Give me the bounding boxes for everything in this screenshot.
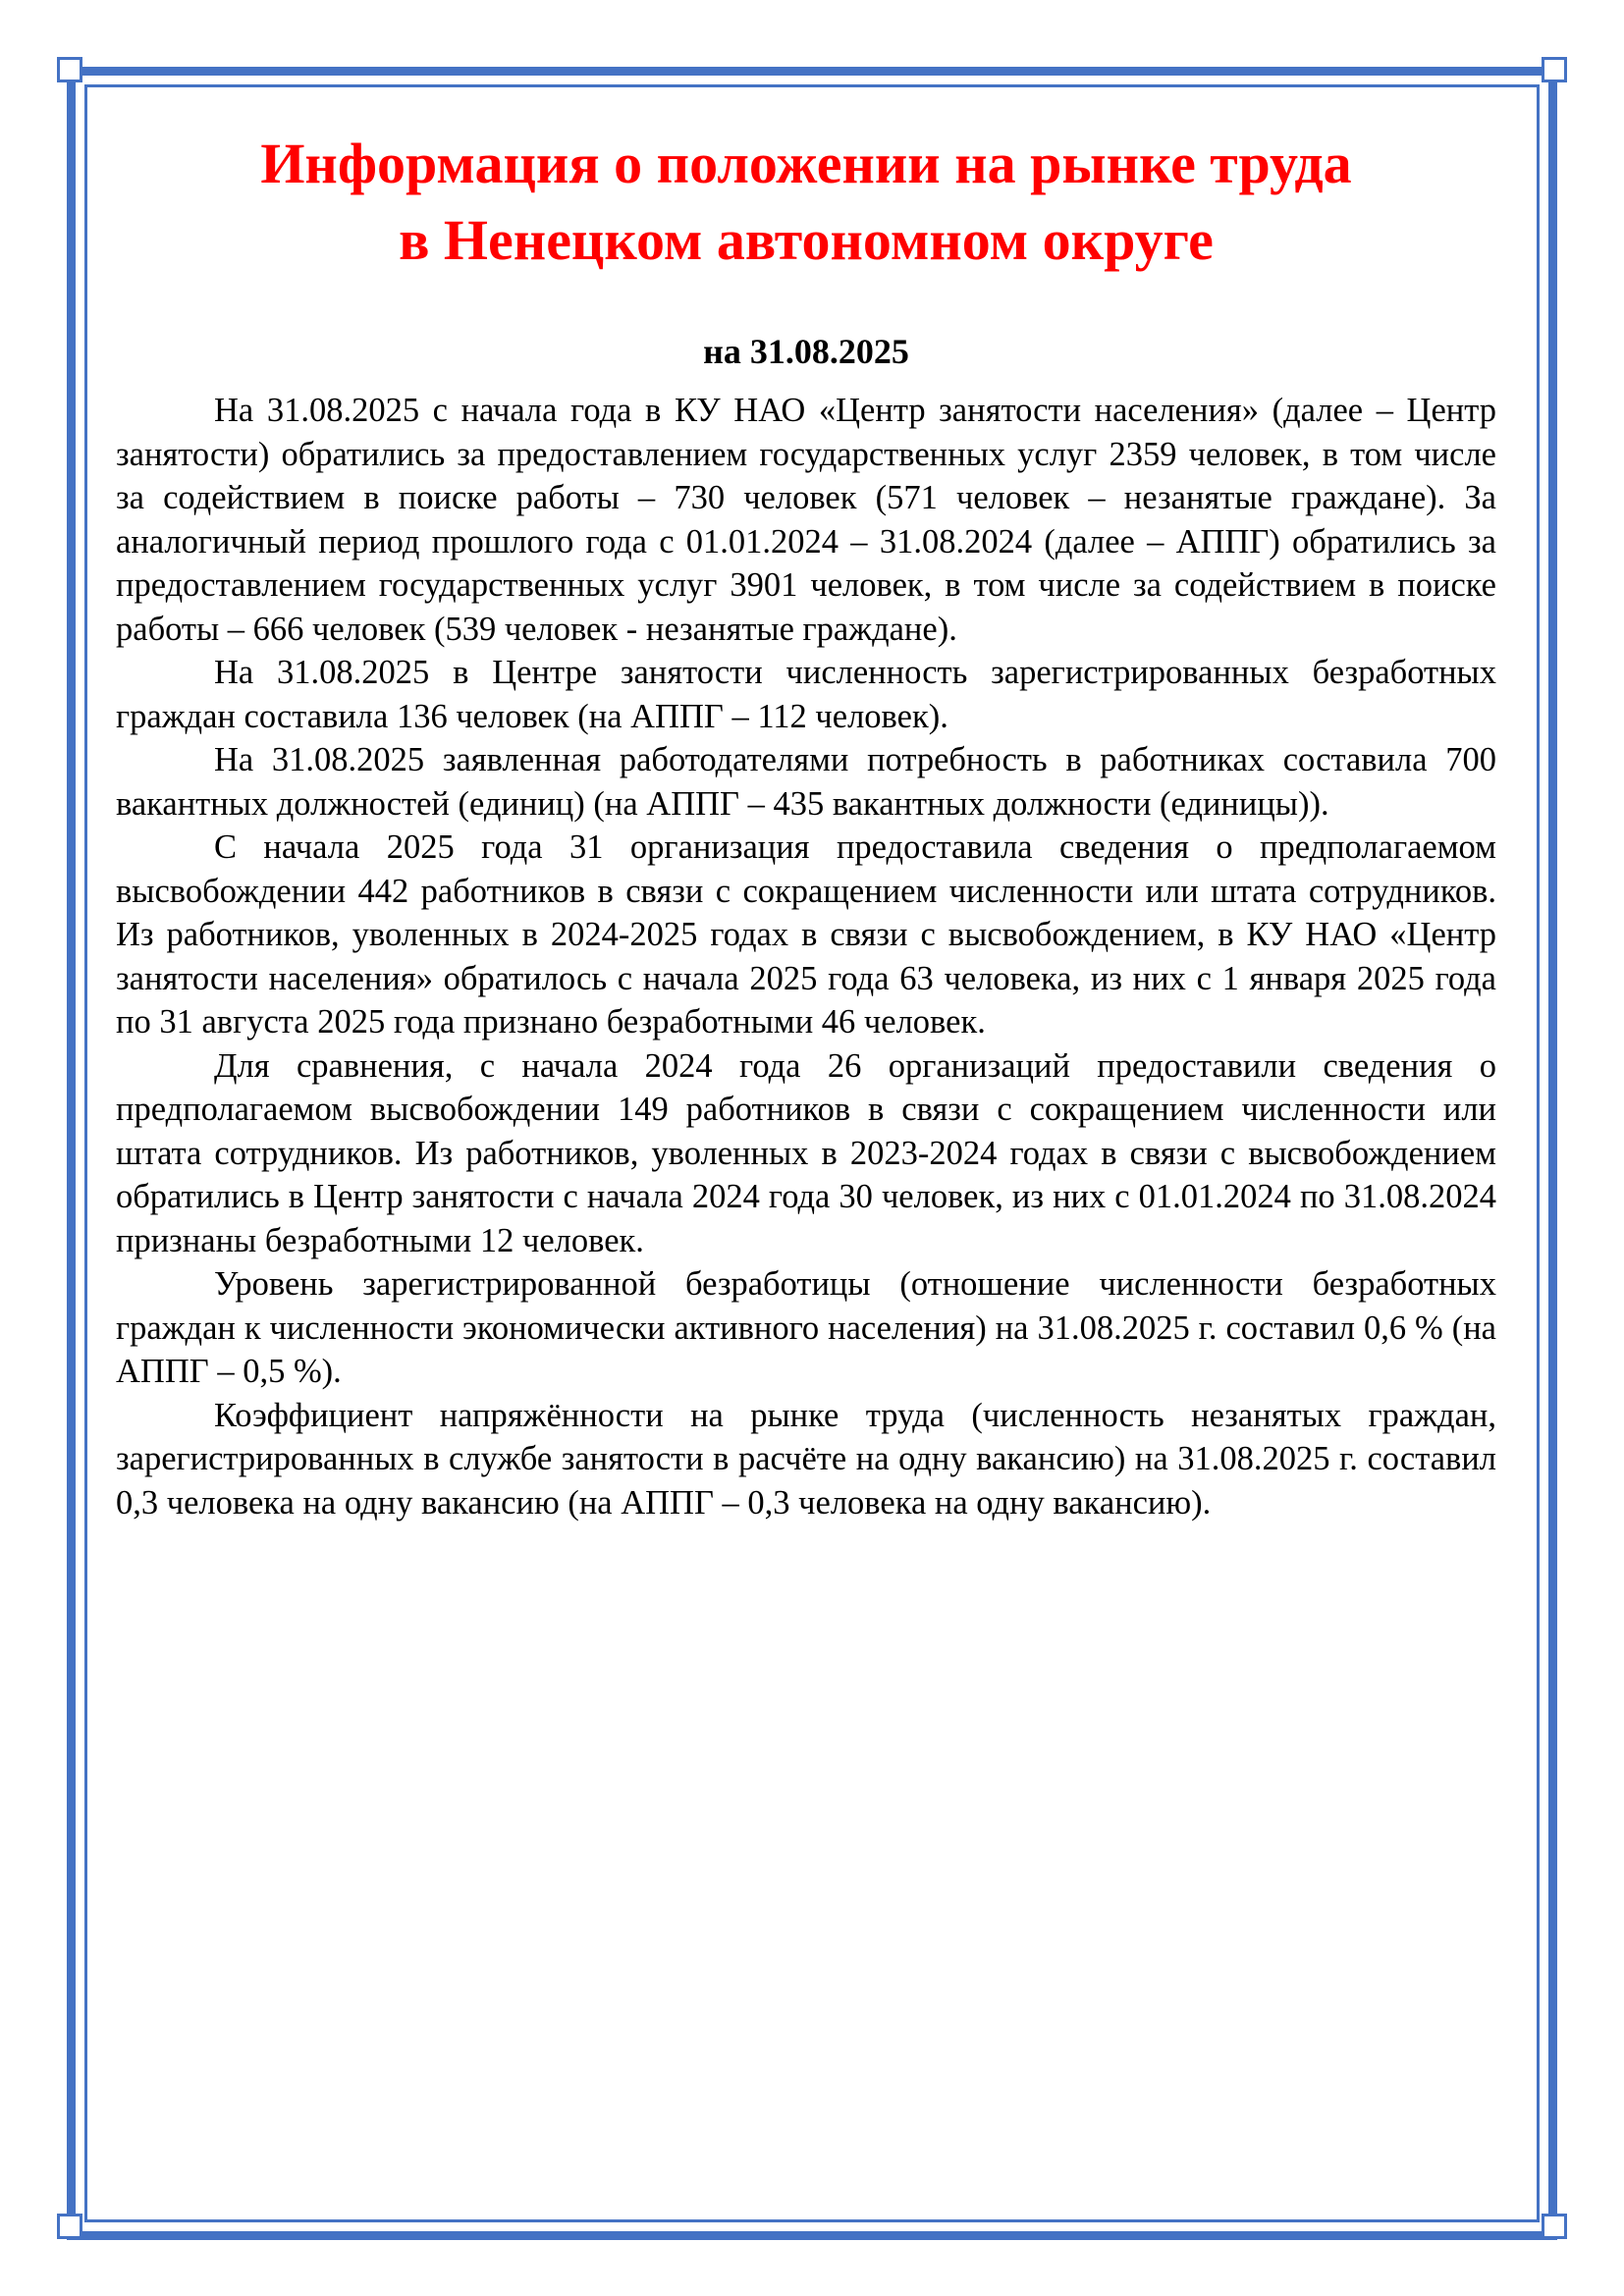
border-corner-top-left: [57, 57, 82, 82]
paragraph-unemployment-rate: Уровень зарегистрированной безработицы (отношение численности безработных граждан к численности экономически активного населения) на 31.08.2025 г. составил 0,6 % (на АППГ – 0,5 %).: [116, 1265, 1496, 1390]
paragraph-applications: На 31.08.2025 с начала года в КУ НАО «Центр занятости населения» (далее – Центр занятости) обратились за предоставлением государственных услуг 2359 человек, в том числе за содействием в поиске работы – 730 человек (571 человек – незанятые граждане). За аналогичный период прошлого года с 01.01.2024 – 31.08.2024 (далее – АППГ) обратились за предоставлением государственных услуг 3901 человек, в том числе за содействием в поиске работы – 666 человек (539 человек - незанятые граждане).: [116, 392, 1496, 648]
border-corner-bottom-left: [57, 2214, 82, 2239]
paragraph-vacancies: На 31.08.2025 заявленная работодателями потребность в работниках составила 700 вакантных должностей (единиц) (на АППГ – 435 вакантных должности (единицы)).: [116, 741, 1496, 823]
paragraph-registered-unemployed: На 31.08.2025 в Центре занятости численность зарегистрированных безработных граждан составила 136 человек (на АППГ – 112 человек).: [116, 654, 1496, 735]
border-corner-top-right: [1542, 57, 1567, 82]
document-title: [116, 126, 1496, 279]
paragraph-layoffs-2025: С начала 2025 года 31 организация предоставила сведения о предполагаемом высвобождении 442 работников в связи с сокращением численности или штата сотрудников. Из работников, уволенных в 2024-2025 годах в связи с высвобождением, в КУ НАО «Центр занятости населения» обратилось с начала 2025 года 63 человека, из них с 1 января 2025 года по 31 августа 2025 года признано безработными 46 человек.: [116, 828, 1496, 1041]
title-line-1: Информация о положении на рынке труда: [260, 132, 1352, 195]
paragraph-tension-coefficient: Коэффициент напряжённости на рынке труда (численность незанятых граждан, зарегистрированных в службе занятости в расчёте на одну вакансию) на 31.08.2025 г. составил 0,3 человека на одну вакансию (на АППГ – 0,3 человека на одну вакансию).: [116, 1396, 1496, 1522]
paragraph-layoffs-2024: Для сравнения, с начала 2024 года 26 организаций предоставили сведения о предполагаемом высвобождении 149 работников в связи с сокращением численности или штата сотрудников. Из работников, уволенных в 2023-2024 годах в связи с высвобождением обратились в Центр занятости с начала 2024 года 30 человек, из них с 01.01.2024 по 31.08.2024 признаны безработными 12 человек.: [116, 1046, 1496, 1259]
border-corner-bottom-right: [1542, 2214, 1567, 2239]
document-body: [116, 126, 1496, 1524]
title-line-2: в Ненецком автономном округе: [399, 208, 1214, 272]
date-heading: на 31.08.2025: [703, 332, 909, 371]
